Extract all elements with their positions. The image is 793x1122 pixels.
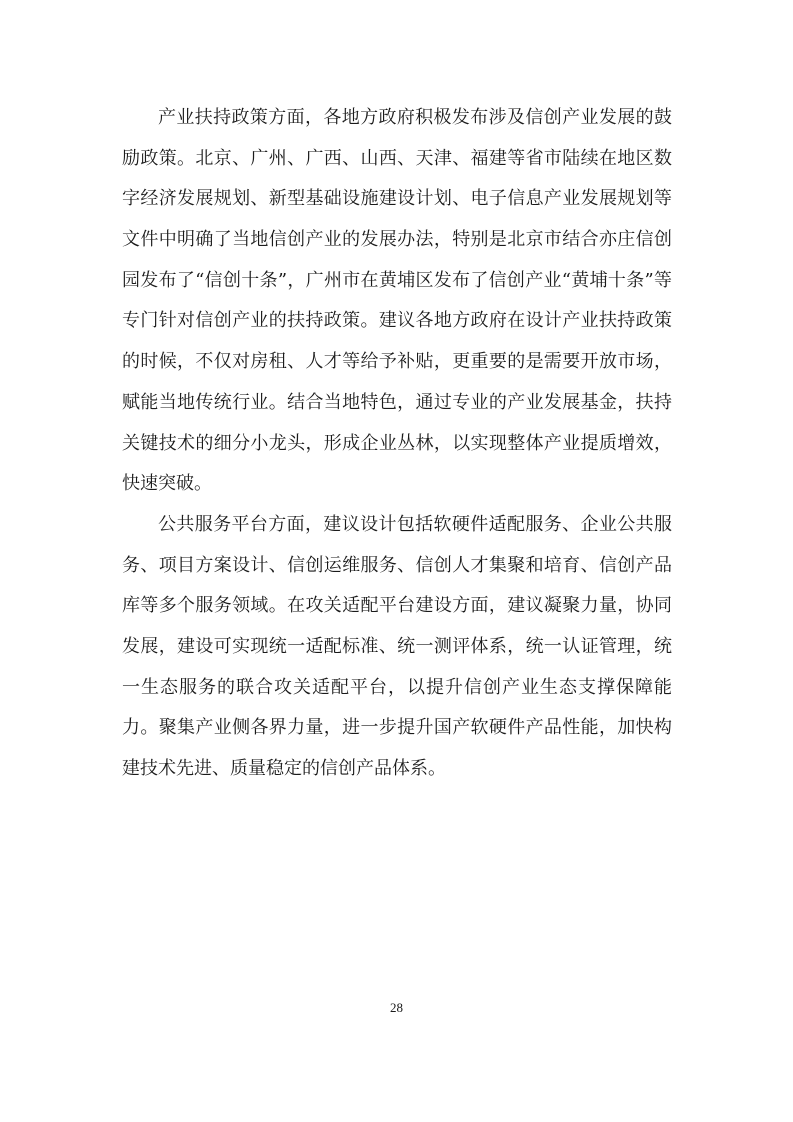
text-line: 专门针对信创产业的扶持政策。建议各地方政府在设计产业扶持政策 [122, 310, 672, 332]
page-number: 28 [390, 1000, 403, 1015]
text-line: 关键技术的细分小龙头，形成企业丛林，以实现整体产业提质增效， [122, 432, 672, 454]
text-line: 园发布了“信创十条”，广州市在黄埔区发布了信创产业“黄埔十条”等 [122, 269, 672, 291]
text-line: 字经济发展规划、新型基础设施建设计划、电子信息产业发展规划等 [122, 188, 672, 210]
text-line: 励政策。北京、广州、广西、山西、天津、福建等省市陆续在地区数 [122, 147, 672, 169]
text-line: 产业扶持政策方面，各地方政府积极发布涉及信创产业发展的鼓 [158, 107, 672, 128]
text-line: 库等多个服务领域。在攻关适配平台建设方面，建议凝聚力量，协同 [122, 595, 672, 617]
text-line: 建技术先进、质量稳定的信创产品体系。 [122, 758, 446, 779]
text-line: 的时候，不仅对房租、人才等给予补贴，更重要的是需要开放市场， [122, 351, 672, 373]
text-line: 发展，建设可实现统一适配标准、统一测评体系，统一认证管理，统 [122, 635, 672, 657]
text-line: 力。聚集产业侧各界力量，进一步提升国产软硬件产品性能，加快构 [122, 717, 672, 739]
text-line: 快速突破。 [122, 473, 212, 495]
paragraph-public-service-platform [122, 505, 672, 790]
paragraph-industry-support-policy [122, 98, 672, 505]
body-text [122, 98, 672, 790]
text-line: 公共服务平台方面，建议设计包括软硬件适配服务、企业公共服 [158, 513, 672, 535]
text-line: 务、项目方案设计、信创运维服务、信创人才集聚和培育、信创产品 [122, 554, 672, 576]
text-line: 赋能当地传统行业。结合当地特色，通过专业的产业发展基金，扶持 [122, 391, 672, 413]
text-line: 一生态服务的联合攻关适配平台，以提升信创产业生态支撑保障能 [122, 676, 672, 698]
text-line: 文件中明确了当地信创产业的发展办法，特别是北京市结合亦庄信创 [122, 229, 672, 251]
